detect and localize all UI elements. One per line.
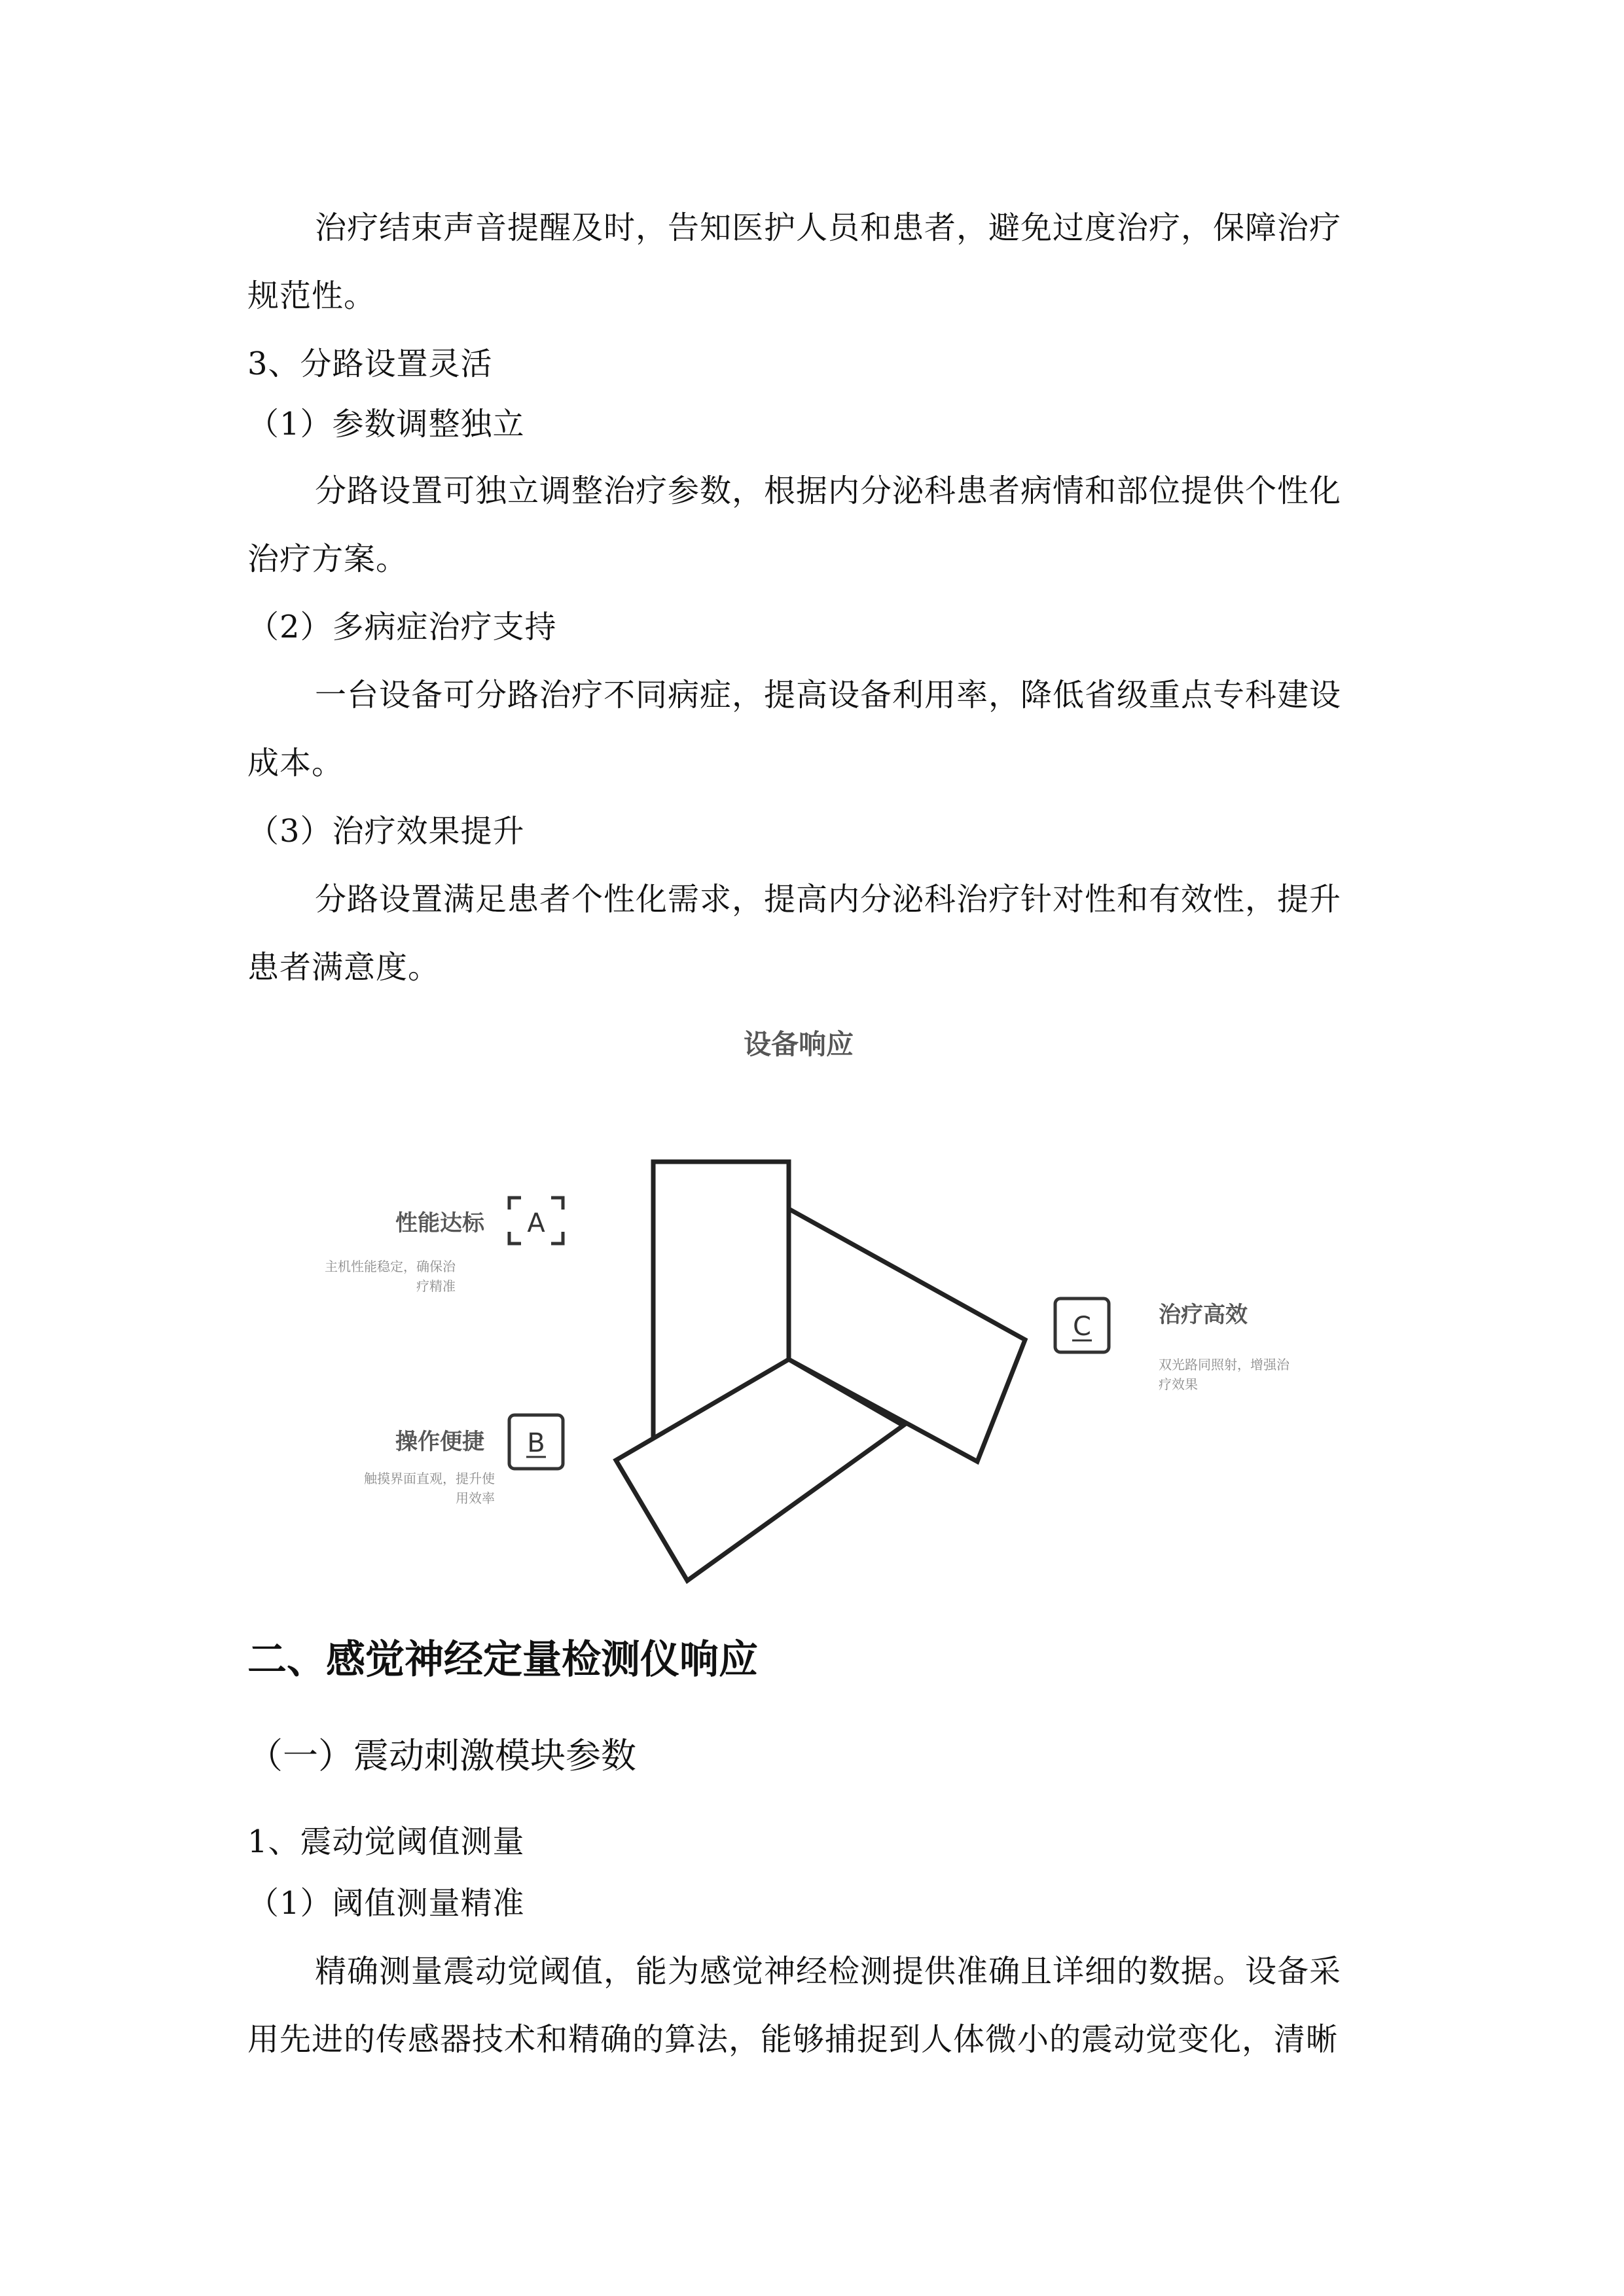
paragraph-line: 治疗方案。 (247, 541, 408, 577)
device-response-diagram (249, 1001, 1427, 1590)
subsection-heading: （3）治疗效果提升 (247, 813, 525, 850)
badge-a-letter: A (527, 1208, 545, 1238)
item-b-title: 操作便捷 (395, 1429, 484, 1455)
item-b-desc-line1: 触摸界面直观，提升使 (364, 1471, 495, 1486)
triple-panel-shape (616, 1162, 1025, 1581)
item-b-desc-line2: 用效率 (456, 1490, 495, 1506)
badge-b-letter: B (527, 1428, 545, 1458)
item-c-desc-line1: 双光路同照射，增强治 (1159, 1357, 1290, 1372)
section-2-heading: 二、感觉神经定量检测仪响应 (247, 1637, 758, 1683)
paragraph-line: 精确测量震动觉阈值，能为感觉神经检测提供准确且详细的数据。设备采 (315, 1953, 1342, 1990)
paragraph-line: 用先进的传感器技术和精确的算法，能够捕捉到人体微小的震动觉变化，清晰 (247, 2021, 1339, 2058)
item-1-1-heading: （1）阈值测量精准 (247, 1885, 525, 1922)
item-a-desc-line2: 疗精准 (416, 1278, 456, 1294)
badge-c-letter: C (1073, 1312, 1091, 1342)
subsection-heading: （2）多病症治疗支持 (247, 609, 557, 645)
subsection-1-heading: （一）震动刺激模块参数 (247, 1735, 636, 1776)
diagram-title: 设备响应 (743, 1028, 854, 1060)
item-c-desc-line2: 疗效果 (1159, 1376, 1198, 1392)
section-heading: 3、分路设置灵活 (247, 346, 493, 382)
paragraph-line: 治疗结束声音提醒及时，告知医护人员和患者，避免过度治疗，保障治疗 (315, 209, 1342, 246)
paragraph-line: 分路设置可独立调整治疗参数，根据内分泌科患者病情和部位提供个性化 (315, 473, 1342, 509)
paragraph-line: 成本。 (247, 745, 344, 781)
item-a-title: 性能达标 (395, 1210, 484, 1236)
paragraph-line: 规范性。 (247, 278, 376, 314)
item-a-desc-line1: 主机性能稳定，确保治 (325, 1259, 456, 1274)
paragraph-line: 一台设备可分路治疗不同病症，提高设备利用率，降低省级重点专科建设 (315, 677, 1342, 713)
subsection-heading: （1）参数调整独立 (247, 406, 525, 442)
paragraph-line: 分路设置满足患者个性化需求，提高内分泌科治疗针对性和有效性，提升 (315, 881, 1342, 918)
item-c-title: 治疗高效 (1159, 1302, 1248, 1328)
item-1-heading: 1、震动觉阈值测量 (247, 1823, 525, 1860)
paragraph-line: 患者满意度。 (247, 949, 441, 986)
